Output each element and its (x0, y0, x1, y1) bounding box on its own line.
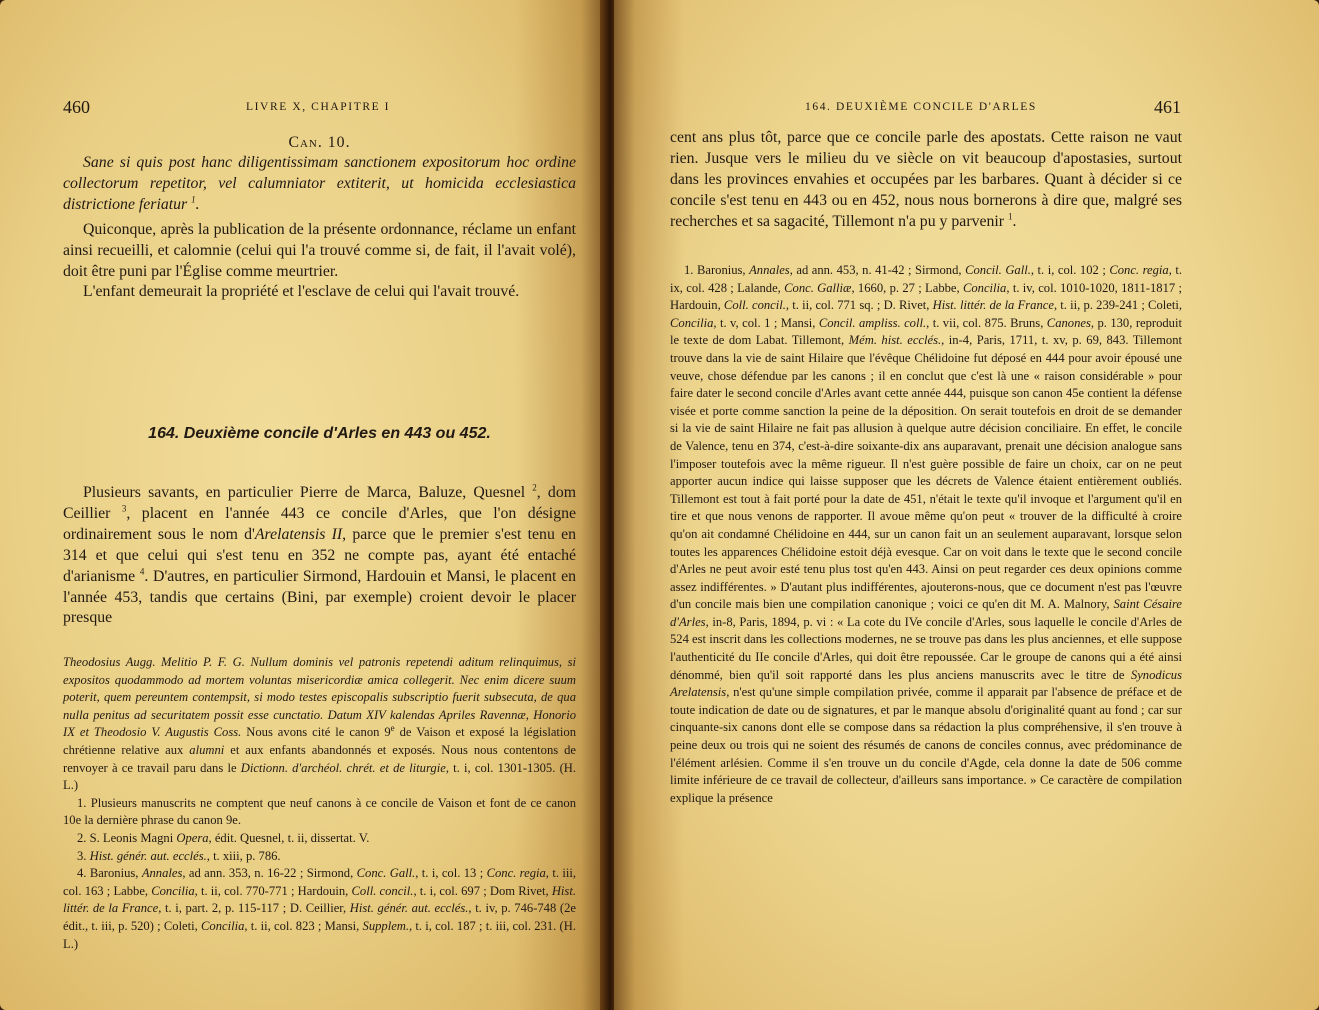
latin-canon: Sane si quis post hanc diligentissimam sanctionem expositorum hoc ordine collectorum repetitor, vel calumniator extiterit, ut homicida ecclesiastica districtione feriatur $^1$. (63, 154, 576, 213)
left-running-head: LIVRE X, CHAPITRE I (246, 101, 391, 113)
canon-heading: Can. 10. (288, 134, 351, 151)
footnote-continued: Theodosius Augg. Melitio P. F. G. Nullum dominis vel patronis repetendi aditum relinquimus, si expositos quodammodo ad mortem voluntas misericordiæ amica collegerit. Nec enim dicere suum poterit, quem pereuntem contempsit, si modo testes episcopalis subscriptio fuerit subsecuta, de qua nulla penitus ad securitatem possit esse cunctatio. Datum XIV kalendas Apriles Ravennæ, Honorio IX et Theodosio V. Augustis Coss. Nous avons cité le canon 9e de Vaison et exposé la législation chrétienne relative aux alumni et aux enfants abandonnés et exposés. Nous nous contentons de renvoyer à ce travail paru dans le Dictionn. d'archéol. chrét. et de liturgie, t. i, col. 1301-1305. (H. L.) (63, 655, 577, 793)
left-page (0, 0, 605, 1010)
footnote-3: 3. Hist. génér. aut. ecclés., t. xiii, p. 786. (77, 848, 281, 863)
right-running-head: 164. DEUXIÈME CONCILE D'ARLES (805, 101, 1037, 113)
right-main-paragraph: cent ans plus tôt, parce que ce concile parle des apostats. Cette raison ne vaut rien. Jusque vers le milieu du ve siècle on vit beaucoup d'apostasies, surtout dans les provinces envahies et occupées par les barbares. Quant à décider si ce concile s'est tenu en 443 ou en 452, nous nous bornerons à dire que, malgré ses recherches et sa sagacité, Tillemont n'a pu y parvenir $^1$. (670, 129, 1182, 230)
footnote-2: 2. S. Leonis Magni Opera, édit. Quesnel, t. ii, dissertat. V. (77, 830, 370, 845)
footnote-1: 1. Plusieurs manuscrits ne comptent que neuf canons à ce concile de Vaison et font de ce canon 10e la dernière phrase du canon 9e. (63, 795, 576, 828)
section-title: 164. Deuxième concile d'Arles en 443 ou 452. (148, 425, 491, 442)
left-main-paragraph: Plusieurs savants, en particulier Pierre de Marca, Baluze, Quesnel $^2$, dom Ceillier $^3$, placent en l'année 443 ce concile d'Arles, que l'on désigne ordinairement sous le nom d'Arelatensis II, parce que le premier s'est tenu en 314 et que celui qui s'est tenu en 352 ne compte pas, ayant été entaché d'arianisme $^4$. D'autres, en particulier Sirmond, Hardouin et Mansi, le placent en l'année 453, tandis que certains (Bini, par exemple) croient devoir le placer presque (63, 482, 577, 627)
left-page-number: 460 (63, 97, 90, 117)
footnote-4: 4. Baronius, Annales, ad ann. 353, n. 16-22 ; Sirmond, Conc. Gall., t. i, col. 13 ; Conc. regia, t. iii, col. 163 ; Labbe, Concilia, t. ii, col. 770-771 ; Hardouin, Coll. concil., t. i, col. 697 ; Dom Rivet, Hist. littér. de la France, t. i, part. 2, p. 115-117 ; D. Ceillier, Hist. génér. aut. ecclés., t. iv, p. 746-748 (2e édit., t. iii, p. 520) ; Coleti, Concilia, t. ii, col. 823 ; Mansi, Supplem., t. i, col. 187 ; t. iii, col. 231. (H. L.) (63, 866, 576, 951)
paragraph-child-status: L'enfant demeurait la propriété et l'esclave de celui qui l'avait trouvé. (83, 283, 520, 301)
left-canon-block (63, 132, 576, 303)
left-page-header (0, 95, 605, 125)
right-page-number: 461 (1154, 97, 1181, 117)
right-page-header (614, 95, 1319, 125)
right-page (614, 0, 1319, 1010)
left-footnotes (63, 654, 576, 953)
footnote-ref: 1 (191, 194, 196, 205)
right-footnote (670, 262, 1182, 807)
footnote-1: 1. Baronius, Annales, ad ann. 453, n. 41-42 ; Sirmond, Concil. Gall., t. i, col. 102 ; Conc. regia, t. ix, col. 428 ; Lalande, Conc. Galliæ, 1660, p. 27 ; Labbe, Concilia, t. iv, col. 1010-1020, 1811-1817 ; Hardouin, Coll. concil., t. ii, col. 771 sq. ; D. Rivet, Hist. littér. de la France, t. ii, p. 239-241 ; Coleti, Concilia, t. v, col. 1 ; Mansi, Concil. ampliss. coll., t. vii, col. 875. Bruns, Canones, p. 130, reproduit le texte de dom Labat. Tillemont, Mém. hist. ecclés., in-4, Paris, 1711, t. xv, p. 69, 843. Tillemont trouve dans la vie de saint Hilaire que l'évêque Chélidoine fut déposé en 444 pour avoir épousé une veuve, chose défendue par les canons ; il en conclut que c'est là une « raison considérable » pour faire dater le second concile d'Arles avant cette année 444, puisque son canon 45e contient la défense visée et porte comme sanction la peine de la déposition. On serait toutefois en droit de se demander si la vie de saint Hilaire ne fait pas allusion à quelque autre décision conciliaire. En effet, le concile de Valence, tenu en 374, c'est-à-dire soixante-dix ans auparavant, prenait une décision analogue sans l'imposer toutefois avec la même rigueur. Il n'est guère possible de faire un choix, car on ne peut apporter aucun indice qui laisse supposer que les décrets de Valence étaient entièrement oubliés. Tillemont est tout à fait porté pour la date de 451, n'était le texte qu'il invoque et l'argument qu'il en tire et que nous venons de rapporter. Il avoue même qu'on peut « trouver de la difficulté à croire qu'on ait condamné Chélidoine en 444, sur un canon fait un an seulement auparavant, lorsque selon toutes les apparences Chélidoine estoit déjà evesque. Car on voit dans le texte que le second concile d'Arles ne peut avoir esté tenu plus tost qu'en 443. Ainsi on peut regarder ces deux opinions comme assez indifférentes. » D'autant plus indifférentes, ajouterons-nous, que ce document n'est pas l'œuvre d'un concile mais bien une compilation canonique ; voici ce qu'en dit M. A. Malnory, Saint Césaire d'Arles, in-8, Paris, 1894, p. vi : « La cote du IVe concile d'Arles, sous laquelle le concile d'Arles de 524 est inscrit dans les collections modernes, ne se trouve pas dans les plus anciennes, et elle suppose l'authenticité du IIe concile d'Arles, qui doit être repoussée. Car le groupe de canons qui a été ainsi dénommé, bien qu'il soit rapporté dans les plus anciens manuscrits avec le titre de Synodicus Arelatensis, n'est qu'une simple compilation privée, comme il apparait par l'absence de préface et de toute indication de date ou de signatures, et par le manque absolu d'originalité quant au fond ; car sur cinquante-six canons dont elle se compose dans sa rédaction la plus compréhensive, il s'en trouve à peine deux ou trois qui ne soient des résumés de canons de conciles connus, avec prédominance de l'élément arlésien. Comme il s'en trouve un du concile d'Agde, cela donne la date de 506 comme limite inférieure de ce travail de collecteur, d'ailleurs sans importance. » Ce caractère de compilation explique la présence (670, 263, 1183, 805)
paragraph-translation: Quiconque, après la publication de la présente ordonnance, réclame un enfant ainsi recueilli, et calomnie (celui qui l'a trouvé comme si, de fait, il l'avait volé), doit être puni par l'Église comme meurtrier. (63, 220, 576, 280)
